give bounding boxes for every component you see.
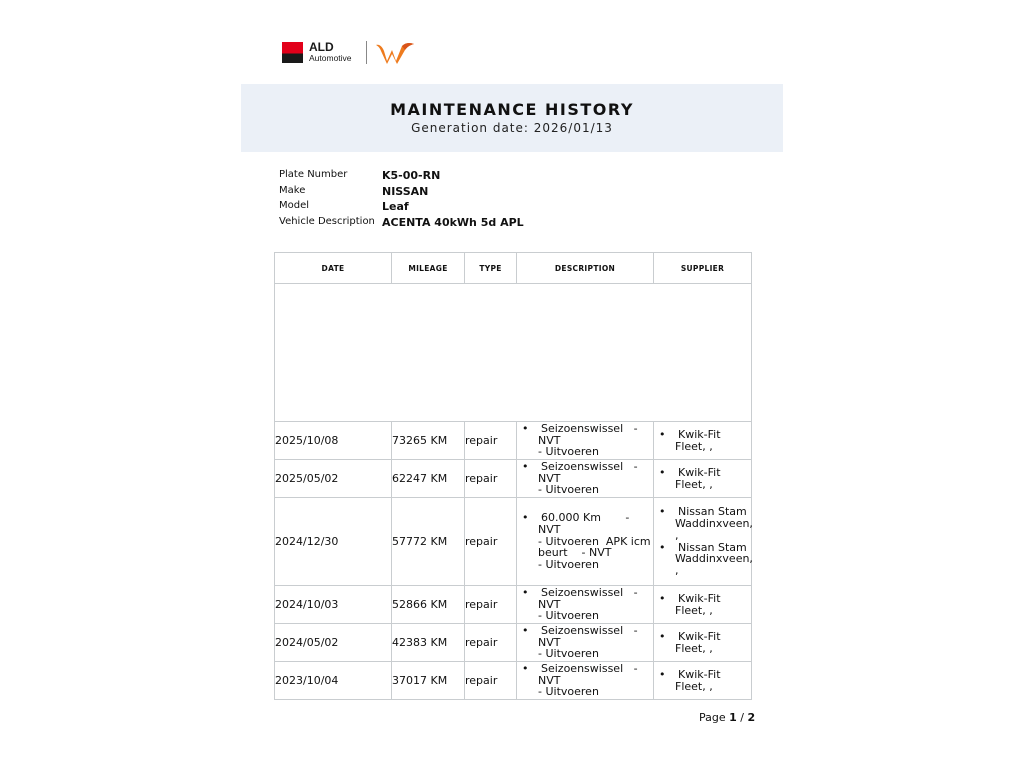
vehicle-description-value: ACENTA 40kWh 5d APL <box>382 215 524 229</box>
description-cell-line: • 60.000 Km - <box>541 511 630 525</box>
table-row <box>275 586 752 624</box>
type-cell: repair <box>465 460 517 498</box>
description-cell-line: • Seizoenswissel - <box>541 661 638 675</box>
mileage-cell: 37017 KM <box>392 662 465 700</box>
description-cell-line: - Uitvoeren <box>538 609 599 623</box>
description-cell-line: - Uitvoeren <box>538 445 599 459</box>
type-cell: repair <box>465 624 517 662</box>
description-cell-line: - Uitvoeren <box>538 647 599 661</box>
supplier-cell-line: • Kwik-Fit <box>678 465 721 479</box>
page-separator: / <box>740 711 745 724</box>
description-cell-line: • Seizoenswissel - <box>541 421 638 435</box>
list-item <box>658 631 747 654</box>
description-cell <box>517 460 654 498</box>
supplier-cell-line: • Kwik-Fit <box>678 591 721 605</box>
list-item <box>521 461 649 496</box>
supplier-cell-line: Waddinxveen, <box>675 552 753 566</box>
w-wing-logo-icon <box>375 40 415 66</box>
description-cell-list <box>517 512 653 571</box>
description-cell-list <box>517 625 653 660</box>
list-item <box>521 423 649 458</box>
supplier-cell-list <box>654 467 751 490</box>
ald-logo-square <box>282 42 303 63</box>
page-total: 2 <box>747 711 756 724</box>
supplier-cell-list <box>654 593 751 616</box>
supplier-cell <box>654 586 752 624</box>
description-cell-list <box>517 423 653 458</box>
mileage-cell: 57772 KM <box>392 498 465 586</box>
supplier-cell-list <box>654 429 751 452</box>
description-cell-line: NVT <box>538 635 561 649</box>
header-band <box>241 84 783 152</box>
table-body <box>275 284 752 700</box>
column-header-supplier: SUPPLIER <box>654 253 752 284</box>
list-item <box>658 669 747 692</box>
plate-number-label: Plate Number <box>279 169 348 180</box>
supplier-cell <box>654 662 752 700</box>
mileage-cell: 52866 KM <box>392 586 465 624</box>
mileage-cell: 62247 KM <box>392 460 465 498</box>
mileage-cell: 42383 KM <box>392 624 465 662</box>
detail-row-model <box>279 199 679 215</box>
list-item <box>521 587 649 622</box>
supplier-cell-line: Fleet, , <box>675 603 713 617</box>
supplier-cell-line: • Kwik-Fit <box>678 629 721 643</box>
list-item <box>658 540 753 577</box>
description-cell-line: - Uitvoeren APK icm <box>538 534 651 548</box>
type-cell: repair <box>465 662 517 700</box>
mileage-cell: 73265 KM <box>392 422 465 460</box>
date-cell: 2024/05/02 <box>275 624 392 662</box>
detail-row-description <box>279 215 679 231</box>
type-cell: repair <box>465 422 517 460</box>
company-logo <box>282 38 422 68</box>
empty-spacer-row <box>275 284 752 422</box>
supplier-cell-line: Fleet, , <box>675 641 713 655</box>
empty-spacer-cell <box>275 284 752 422</box>
table-row <box>275 460 752 498</box>
table-row <box>275 624 752 662</box>
table-row <box>275 498 752 586</box>
type-cell: repair <box>465 498 517 586</box>
description-cell-list <box>517 587 653 622</box>
date-cell: 2025/10/08 <box>275 422 392 460</box>
page-indicator <box>699 711 755 725</box>
supplier-cell-list <box>654 669 751 692</box>
table-header-row <box>275 253 752 284</box>
description-cell <box>517 586 654 624</box>
model-value: Leaf <box>382 200 409 213</box>
model-label: Model <box>279 200 310 211</box>
supplier-cell-line: Waddinxveen, <box>675 517 753 531</box>
description-cell-line: NVT <box>538 673 561 687</box>
supplier-cell-line: • Nissan Stam <box>678 505 747 519</box>
maintenance-history-table <box>274 252 752 700</box>
description-cell <box>517 422 654 460</box>
description-cell-line: - Uitvoeren <box>538 558 599 572</box>
supplier-cell-line: Fleet, , <box>675 477 713 491</box>
supplier-cell <box>654 460 752 498</box>
description-cell-line: NVT <box>538 433 561 447</box>
detail-row-plate <box>279 168 679 184</box>
supplier-cell <box>654 624 752 662</box>
list-item <box>658 467 747 490</box>
list-item <box>521 512 649 571</box>
ald-logo-name: ALD <box>309 40 334 54</box>
make-value: NISSAN <box>382 184 429 198</box>
description-cell <box>517 624 654 662</box>
column-header-type: TYPE <box>465 253 517 284</box>
column-header-mileage: MILEAGE <box>392 253 465 284</box>
description-cell-line: - Uitvoeren <box>538 483 599 497</box>
description-cell-list <box>517 461 653 496</box>
column-header-description: DESCRIPTION <box>517 253 654 284</box>
list-item <box>658 593 747 616</box>
detail-row-make <box>279 184 679 200</box>
description-cell-line: • Seizoenswissel - <box>541 585 638 599</box>
supplier-cell-list <box>654 631 751 654</box>
logo-divider <box>366 41 367 64</box>
ald-logo-subtitle: Automotive <box>309 53 352 63</box>
supplier-cell-line: Fleet, , <box>675 679 713 693</box>
vehicle-details <box>279 168 679 230</box>
description-cell <box>517 498 654 586</box>
table-row <box>275 422 752 460</box>
description-cell-line: NVT <box>538 471 561 485</box>
date-cell: 2024/12/30 <box>275 498 392 586</box>
list-item <box>521 625 649 660</box>
page-label: Page <box>699 711 726 724</box>
plate-number-value: K5-00-RN <box>382 169 441 182</box>
description-cell-line: NVT <box>538 597 561 611</box>
description-cell-list <box>517 663 653 698</box>
description-cell-line: • Seizoenswissel - <box>541 459 638 473</box>
vehicle-description-label: Vehicle Description <box>279 215 375 227</box>
supplier-cell-line: • Kwik-Fit <box>678 667 721 681</box>
list-item <box>658 505 753 542</box>
description-cell-line: • Seizoenswissel - <box>541 623 638 637</box>
supplier-cell-line: • Kwik-Fit <box>678 427 721 441</box>
type-cell: repair <box>465 586 517 624</box>
supplier-cell <box>654 422 752 460</box>
date-cell: 2024/10/03 <box>275 586 392 624</box>
make-label: Make <box>279 184 306 196</box>
table-row <box>275 662 752 700</box>
supplier-cell-line: , <box>675 528 679 542</box>
supplier-cell-line: , <box>675 563 679 577</box>
supplier-cell-line: • Nissan Stam <box>678 540 747 554</box>
column-header-date: DATE <box>275 253 392 284</box>
supplier-cell <box>654 498 752 586</box>
description-cell-line: beurt - NVT <box>538 546 612 560</box>
generation-date: Generation date: 2026/01/13 <box>411 121 613 135</box>
supplier-cell-list <box>654 506 751 576</box>
description-cell-line: - Uitvoeren <box>538 685 599 699</box>
page-title: MAINTENANCE HISTORY <box>390 100 634 119</box>
date-cell: 2023/10/04 <box>275 662 392 700</box>
date-cell: 2025/05/02 <box>275 460 392 498</box>
supplier-cell-line: Fleet, , <box>675 439 713 453</box>
description-cell-line: NVT <box>538 522 561 536</box>
list-item <box>658 429 747 452</box>
description-cell <box>517 662 654 700</box>
page-current: 1 <box>729 711 737 724</box>
list-item <box>521 663 649 698</box>
